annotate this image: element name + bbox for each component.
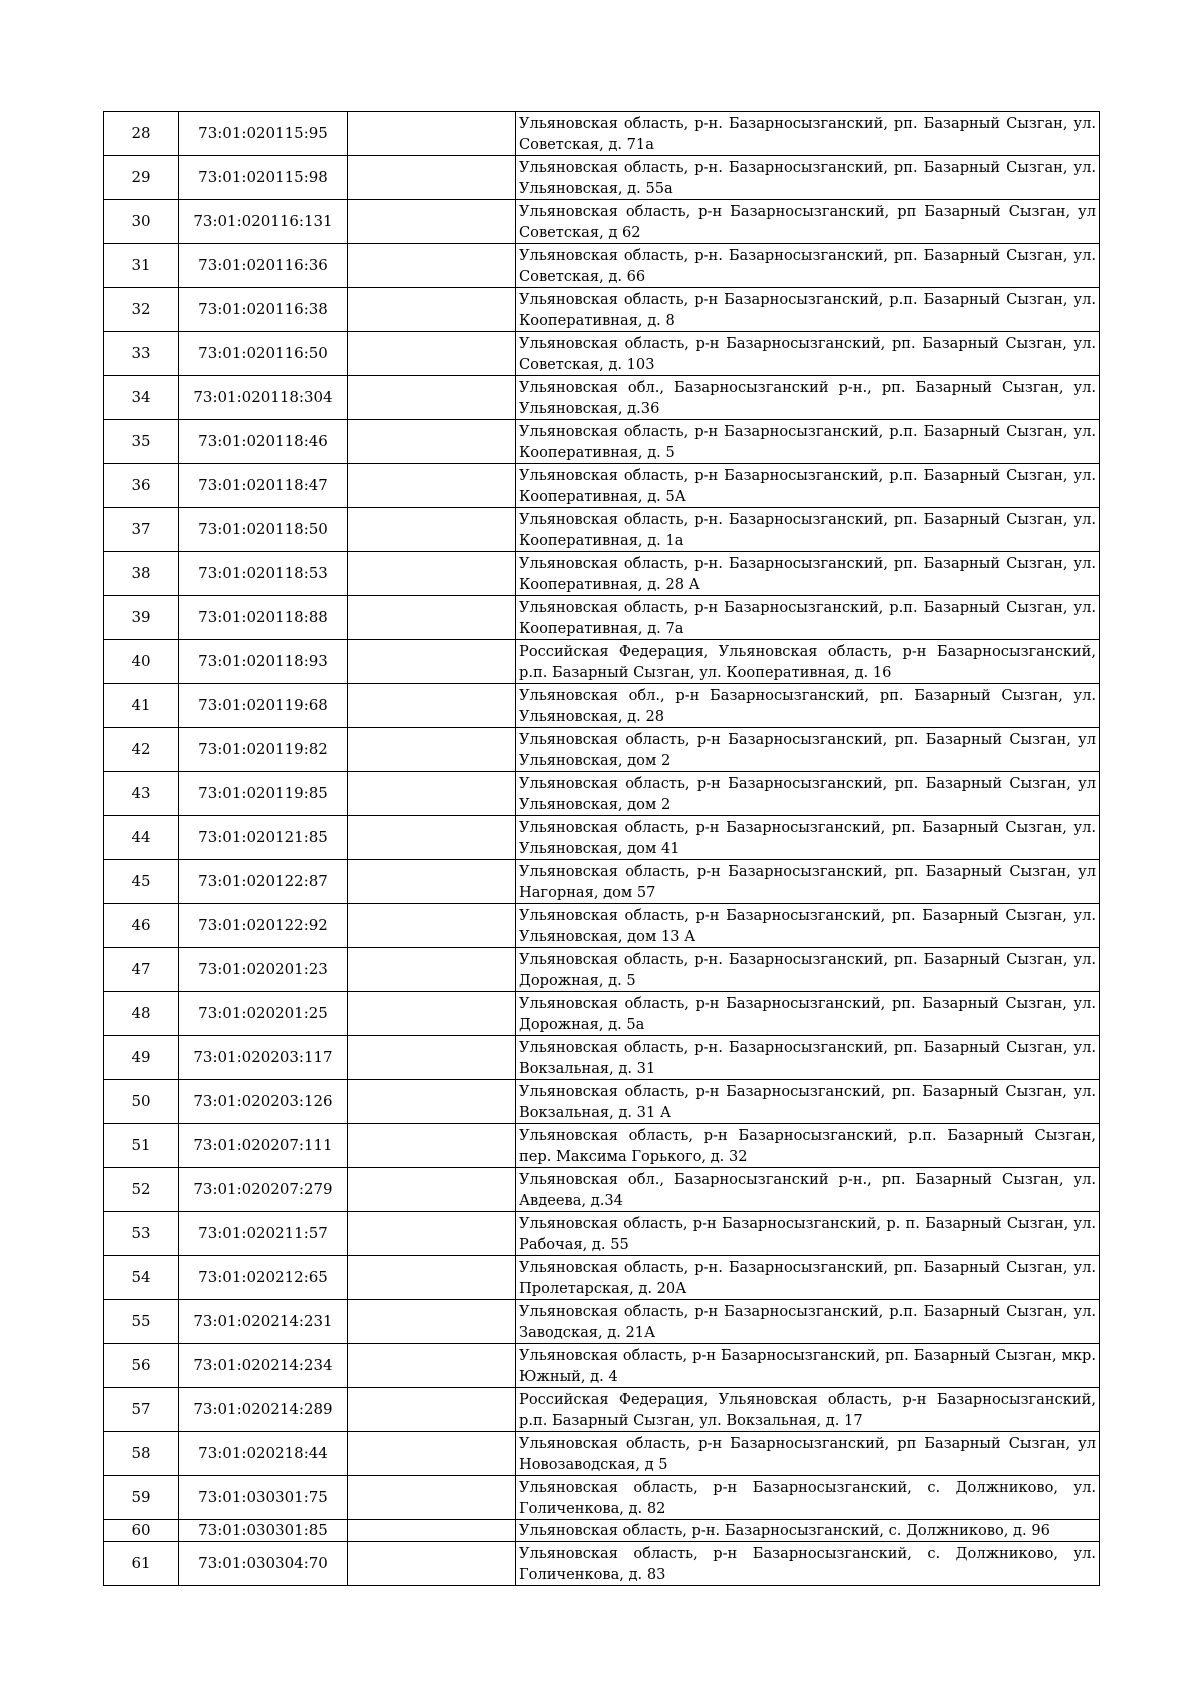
- cadastral-number-cell: 73:01:020119:68: [179, 684, 348, 728]
- cadastral-number-cell: 73:01:030304:70: [179, 1542, 348, 1586]
- cadastral-number-cell: 73:01:020118:88: [179, 596, 348, 640]
- row-number-cell: 59: [104, 1476, 179, 1520]
- address-cell: Ульяновская область, р-н Базарносызганский, р.п. Базарный Сызган, ул. Кооперативная, д. 7а: [516, 596, 1100, 640]
- empty-cell: [348, 1256, 516, 1300]
- address-cell: Российская Федерация, Ульяновская область, р-н Базарносызганский, р.п. Базарный Сызган, ул. Вокзальная, д. 17: [516, 1388, 1100, 1432]
- cadastral-number-cell: 73:01:020118:46: [179, 420, 348, 464]
- cadastral-number-cell: 73:01:030301:75: [179, 1476, 348, 1520]
- empty-cell: [348, 772, 516, 816]
- row-number-cell: 42: [104, 728, 179, 772]
- row-number-cell: 56: [104, 1344, 179, 1388]
- row-number-cell: 44: [104, 816, 179, 860]
- table-row: [104, 1168, 1100, 1212]
- cadastral-number-cell: 73:01:020122:87: [179, 860, 348, 904]
- empty-cell: [348, 156, 516, 200]
- table-row: [104, 816, 1100, 860]
- table-row: [104, 1124, 1100, 1168]
- address-cell: Ульяновская область, р-н. Базарносызганский, с. Должниково, д. 96: [516, 1520, 1100, 1542]
- table-row: [104, 112, 1100, 156]
- empty-cell: [348, 1168, 516, 1212]
- cadastral-number-cell: 73:01:020116:50: [179, 332, 348, 376]
- row-number-cell: 39: [104, 596, 179, 640]
- row-number-cell: 50: [104, 1080, 179, 1124]
- address-cell: Ульяновская область, р-н Базарносызганский, с. Должниково, ул. Голиченкова, д. 83: [516, 1542, 1100, 1586]
- row-number-cell: 55: [104, 1300, 179, 1344]
- empty-cell: [348, 508, 516, 552]
- row-number-cell: 48: [104, 992, 179, 1036]
- cadastral-number-cell: 73:01:020122:92: [179, 904, 348, 948]
- address-cell: Ульяновская область, р-н Базарносызганский, с. Должниково, ул. Голиченкова, д. 82: [516, 1476, 1100, 1520]
- address-cell: Ульяновская область, р-н Базарносызганский, рп Базарный Сызган, ул Новозаводская, д 5: [516, 1432, 1100, 1476]
- cadastral-number-cell: 73:01:020116:36: [179, 244, 348, 288]
- row-number-cell: 30: [104, 200, 179, 244]
- cadastral-number-cell: 73:01:030301:85: [179, 1520, 348, 1542]
- empty-cell: [348, 1212, 516, 1256]
- cadastral-number-cell: 73:01:020207:111: [179, 1124, 348, 1168]
- address-cell: Ульяновская область, р-н. Базарносызганский, рп. Базарный Сызган, ул. Пролетарская, д. 20А: [516, 1256, 1100, 1300]
- cadastral-number-cell: 73:01:020201:23: [179, 948, 348, 992]
- address-cell: Ульяновская область, р-н Базарносызганский, рп. Базарный Сызган, ул. Ульяновская, дом 41: [516, 816, 1100, 860]
- empty-cell: [348, 200, 516, 244]
- address-cell: Ульяновская область, р-н Базарносызганский, рп. Базарный Сызган, ул. Советская, д. 103: [516, 332, 1100, 376]
- table-row: [104, 596, 1100, 640]
- address-cell: Ульяновская область, р-н. Базарносызганский, рп. Базарный Сызган, ул. Вокзальная, д. 31: [516, 1036, 1100, 1080]
- cadastral-number-cell: 73:01:020203:117: [179, 1036, 348, 1080]
- table-row: [104, 1344, 1100, 1388]
- cadastral-number-cell: 73:01:020214:289: [179, 1388, 348, 1432]
- empty-cell: [348, 244, 516, 288]
- cadastral-number-cell: 73:01:020212:65: [179, 1256, 348, 1300]
- table-row: [104, 1476, 1100, 1520]
- table-row: [104, 948, 1100, 992]
- row-number-cell: 61: [104, 1542, 179, 1586]
- empty-cell: [348, 860, 516, 904]
- empty-cell: [348, 332, 516, 376]
- empty-cell: [348, 376, 516, 420]
- row-number-cell: 28: [104, 112, 179, 156]
- address-cell: Ульяновская область, р-н Базарносызганский, рп. Базарный Сызган, мкр. Южный, д. 4: [516, 1344, 1100, 1388]
- empty-cell: [348, 1124, 516, 1168]
- empty-cell: [348, 1542, 516, 1586]
- cadastral-number-cell: 73:01:020203:126: [179, 1080, 348, 1124]
- row-number-cell: 45: [104, 860, 179, 904]
- address-cell: Ульяновская область, р-н Базарносызганский, р.п. Базарный Сызган, ул. Кооперативная, д. 5А: [516, 464, 1100, 508]
- row-number-cell: 53: [104, 1212, 179, 1256]
- address-cell: Ульяновская область, р-н. Базарносызганский, рп. Базарный Сызган, ул. Ульяновская, д. 55а: [516, 156, 1100, 200]
- empty-cell: [348, 464, 516, 508]
- cadastral-number-cell: 73:01:020119:82: [179, 728, 348, 772]
- table-row: [104, 244, 1100, 288]
- cadastral-number-cell: 73:01:020116:38: [179, 288, 348, 332]
- cadastral-number-cell: 73:01:020207:279: [179, 1168, 348, 1212]
- cadastral-number-cell: 73:01:020118:304: [179, 376, 348, 420]
- cadastral-number-cell: 73:01:020115:98: [179, 156, 348, 200]
- empty-cell: [348, 1300, 516, 1344]
- cadastral-number-cell: 73:01:020211:57: [179, 1212, 348, 1256]
- row-number-cell: 57: [104, 1388, 179, 1432]
- cadastral-number-cell: 73:01:020218:44: [179, 1432, 348, 1476]
- empty-cell: [348, 1080, 516, 1124]
- address-cell: Ульяновская область, р-н Базарносызганский, р.п. Базарный Сызган, ул. Заводская, д. 21А: [516, 1300, 1100, 1344]
- address-cell: Ульяновская область, р-н Базарносызганский, р.п. Базарный Сызган, пер. Максима Горького, д. 32: [516, 1124, 1100, 1168]
- address-cell: Ульяновская область, р-н Базарносызганский, р. п. Базарный Сызган, ул. Рабочая, д. 55: [516, 1212, 1100, 1256]
- empty-cell: [348, 112, 516, 156]
- cadastral-number-cell: 73:01:020115:95: [179, 112, 348, 156]
- cadastral-number-cell: 73:01:020214:234: [179, 1344, 348, 1388]
- row-number-cell: 29: [104, 156, 179, 200]
- empty-cell: [348, 816, 516, 860]
- table-row: [104, 552, 1100, 596]
- address-cell: Ульяновская область, р-н. Базарносызганский, рп. Базарный Сызган, ул. Советская, д. 66: [516, 244, 1100, 288]
- cadastral-number-cell: 73:01:020121:85: [179, 816, 348, 860]
- table-row: [104, 156, 1100, 200]
- row-number-cell: 33: [104, 332, 179, 376]
- row-number-cell: 52: [104, 1168, 179, 1212]
- row-number-cell: 47: [104, 948, 179, 992]
- row-number-cell: 32: [104, 288, 179, 332]
- address-cell: Российская Федерация, Ульяновская область, р-н Базарносызганский, р.п. Базарный Сызган, ул. Кооперативная, д. 16: [516, 640, 1100, 684]
- table-body: [104, 112, 1100, 1586]
- address-cell: Ульяновская обл., Базарносызганский р-н., рп. Базарный Сызган, ул. Авдеева, д.34: [516, 1168, 1100, 1212]
- land-plots-table: [103, 111, 1100, 1586]
- address-cell: Ульяновская область, р-н Базарносызганский, р.п. Базарный Сызган, ул. Кооперативная, д. 8: [516, 288, 1100, 332]
- table-row: [104, 1256, 1100, 1300]
- empty-cell: [348, 1388, 516, 1432]
- empty-cell: [348, 904, 516, 948]
- address-cell: Ульяновская область, р-н Базарносызганский, рп. Базарный Сызган, ул Ульяновская, дом 2: [516, 772, 1100, 816]
- empty-cell: [348, 1520, 516, 1542]
- row-number-cell: 41: [104, 684, 179, 728]
- row-number-cell: 60: [104, 1520, 179, 1542]
- empty-cell: [348, 420, 516, 464]
- row-number-cell: 49: [104, 1036, 179, 1080]
- empty-cell: [348, 1476, 516, 1520]
- empty-cell: [348, 1036, 516, 1080]
- table-row: [104, 1212, 1100, 1256]
- table-row: [104, 464, 1100, 508]
- address-cell: Ульяновская область, р-н Базарносызганский, р.п. Базарный Сызган, ул. Кооперативная, д. 5: [516, 420, 1100, 464]
- empty-cell: [348, 728, 516, 772]
- table-row: [104, 772, 1100, 816]
- table-row: [104, 1080, 1100, 1124]
- empty-cell: [348, 552, 516, 596]
- table-row: [104, 420, 1100, 464]
- empty-cell: [348, 992, 516, 1036]
- row-number-cell: 51: [104, 1124, 179, 1168]
- empty-cell: [348, 596, 516, 640]
- table-row: [104, 332, 1100, 376]
- row-number-cell: 31: [104, 244, 179, 288]
- empty-cell: [348, 1344, 516, 1388]
- empty-cell: [348, 1432, 516, 1476]
- cadastral-number-cell: 73:01:020214:231: [179, 1300, 348, 1344]
- row-number-cell: 35: [104, 420, 179, 464]
- empty-cell: [348, 288, 516, 332]
- cadastral-number-cell: 73:01:020118:53: [179, 552, 348, 596]
- address-cell: Ульяновская область, р-н Базарносызганский, рп Базарный Сызган, ул Советская, д 62: [516, 200, 1100, 244]
- empty-cell: [348, 640, 516, 684]
- address-cell: Ульяновская область, р-н. Базарносызганский, рп. Базарный Сызган, ул. Кооперативная, д. 28 А: [516, 552, 1100, 596]
- empty-cell: [348, 948, 516, 992]
- address-cell: Ульяновская обл., Базарносызганский р-н., рп. Базарный Сызган, ул. Ульяновская, д.36: [516, 376, 1100, 420]
- table-row: [104, 684, 1100, 728]
- address-cell: Ульяновская область, р-н Базарносызганский, рп. Базарный Сызган, ул Нагорная, дом 57: [516, 860, 1100, 904]
- table-row: [104, 1520, 1100, 1542]
- table-row: [104, 200, 1100, 244]
- cadastral-number-cell: 73:01:020201:25: [179, 992, 348, 1036]
- table-row: [104, 1542, 1100, 1586]
- cadastral-number-cell: 73:01:020119:85: [179, 772, 348, 816]
- empty-cell: [348, 684, 516, 728]
- address-cell: Ульяновская обл., р-н Базарносызганский, рп. Базарный Сызган, ул. Ульяновская, д. 28: [516, 684, 1100, 728]
- address-cell: Ульяновская область, р-н Базарносызганский, рп. Базарный Сызган, ул. Ульяновская, дом 13 А: [516, 904, 1100, 948]
- cadastral-number-cell: 73:01:020118:47: [179, 464, 348, 508]
- table-row: [104, 1388, 1100, 1432]
- address-cell: Ульяновская область, р-н. Базарносызганский, рп. Базарный Сызган, ул. Дорожная, д. 5: [516, 948, 1100, 992]
- address-cell: Ульяновская область, р-н Базарносызганский, рп. Базарный Сызган, ул Ульяновская, дом 2: [516, 728, 1100, 772]
- table-row: [104, 1300, 1100, 1344]
- row-number-cell: 43: [104, 772, 179, 816]
- row-number-cell: 54: [104, 1256, 179, 1300]
- row-number-cell: 34: [104, 376, 179, 420]
- row-number-cell: 46: [104, 904, 179, 948]
- row-number-cell: 58: [104, 1432, 179, 1476]
- row-number-cell: 38: [104, 552, 179, 596]
- table-row: [104, 992, 1100, 1036]
- table-row: [104, 508, 1100, 552]
- address-cell: Ульяновская область, р-н. Базарносызганский, рп. Базарный Сызган, ул. Советская, д. 71а: [516, 112, 1100, 156]
- table-row: [104, 728, 1100, 772]
- cadastral-number-cell: 73:01:020118:50: [179, 508, 348, 552]
- address-cell: Ульяновская область, р-н Базарносызганский, рп. Базарный Сызган, ул. Вокзальная, д. 31 А: [516, 1080, 1100, 1124]
- address-cell: Ульяновская область, р-н Базарносызганский, рп. Базарный Сызган, ул. Дорожная, д. 5а: [516, 992, 1100, 1036]
- cadastral-number-cell: 73:01:020116:131: [179, 200, 348, 244]
- table-row: [104, 376, 1100, 420]
- table-row: [104, 904, 1100, 948]
- table-row: [104, 860, 1100, 904]
- table-row: [104, 288, 1100, 332]
- row-number-cell: 36: [104, 464, 179, 508]
- table-row: [104, 1036, 1100, 1080]
- address-cell: Ульяновская область, р-н. Базарносызганский, рп. Базарный Сызган, ул. Кооперативная, д. 1а: [516, 508, 1100, 552]
- cadastral-number-cell: 73:01:020118:93: [179, 640, 348, 684]
- row-number-cell: 40: [104, 640, 179, 684]
- table-row: [104, 640, 1100, 684]
- row-number-cell: 37: [104, 508, 179, 552]
- table-row: [104, 1432, 1100, 1476]
